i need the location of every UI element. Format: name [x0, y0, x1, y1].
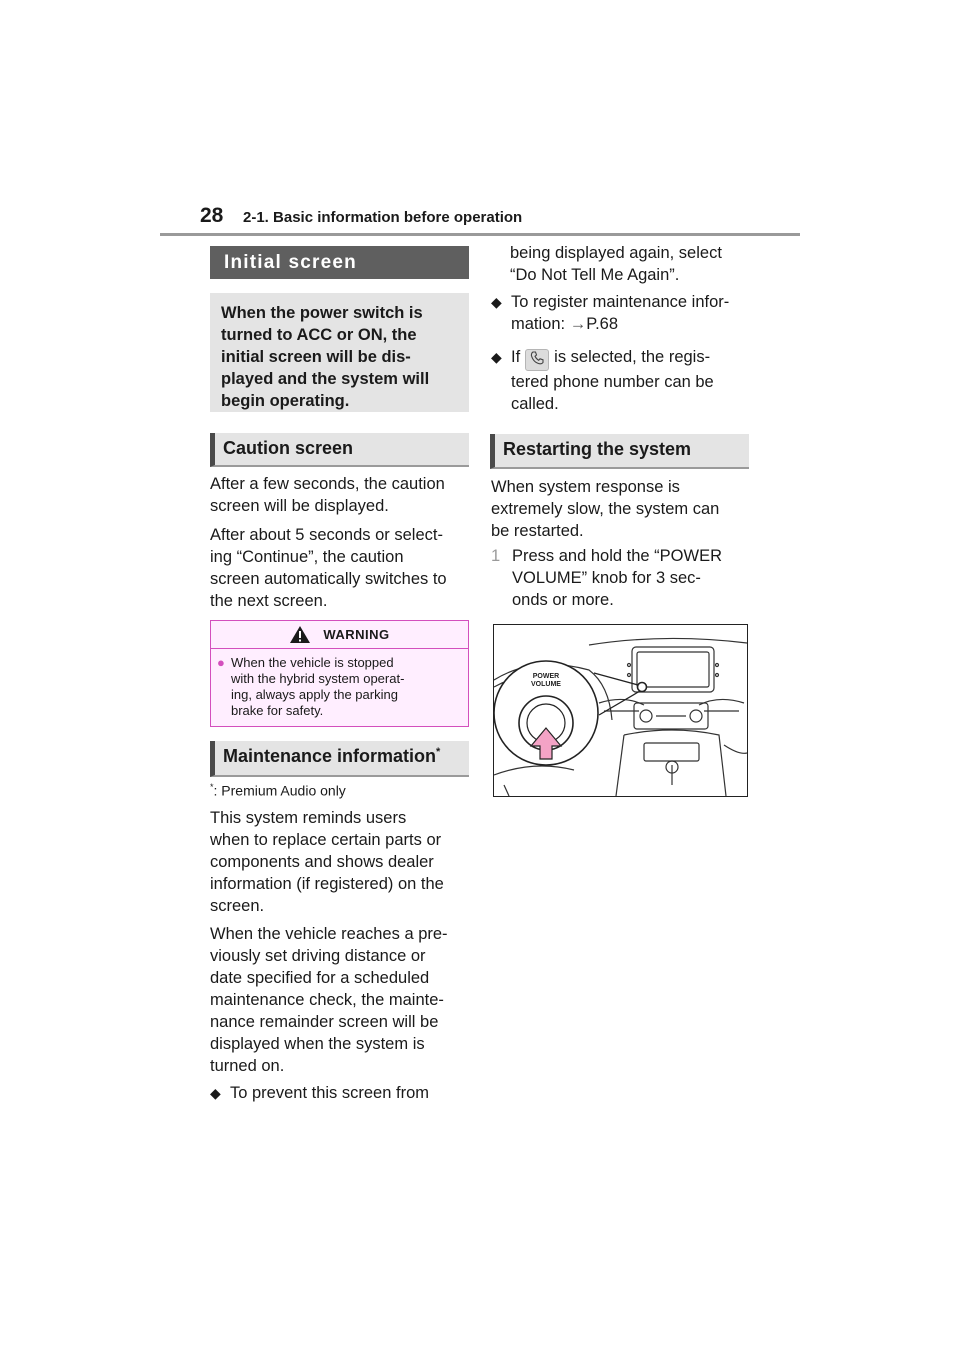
text-line: brake for safety.	[231, 703, 324, 718]
text-line	[511, 313, 729, 335]
text-line: extremely slow, the system can	[491, 500, 720, 518]
restart-paragraph	[491, 476, 753, 542]
text-line: When the vehicle reaches a pre-	[210, 925, 448, 943]
caution-paragraph-1	[210, 473, 472, 517]
phone-icon	[525, 349, 549, 371]
page-reference[interactable]: P.68	[586, 315, 619, 333]
bullet-diamond-icon: ◆	[491, 349, 502, 365]
bullet-diamond-icon: ◆	[210, 1085, 221, 1101]
text-segment: mation:	[511, 315, 570, 333]
page-number: 28	[200, 204, 224, 227]
text-line: be restarted.	[491, 522, 584, 540]
figure-label-power: POWER	[532, 673, 560, 680]
text-segment: is selected, the regis-	[554, 348, 711, 366]
warning-header	[211, 621, 468, 648]
text-line: called.	[511, 395, 559, 413]
text-line: information (if registered) on the	[210, 875, 444, 893]
summary-line: When the power switch is	[221, 304, 423, 322]
text-line: When system response is	[491, 478, 680, 496]
text-line: nance remainder screen will be	[210, 1013, 439, 1031]
summary-line: begin operating.	[221, 392, 350, 410]
text-line: ing “Continue”, the caution	[210, 548, 404, 566]
bullet-item	[491, 346, 753, 415]
text-line: tered phone number can be	[511, 373, 714, 391]
text-line: VOLUME” knob for 3 sec-	[512, 569, 701, 587]
maintenance-paragraph-2	[210, 923, 475, 1077]
footnote-text: : Premium Audio only	[213, 782, 346, 799]
bullet-continuation	[510, 242, 760, 286]
warning-bullet-icon: ●	[217, 655, 225, 670]
warning-box	[210, 620, 469, 727]
text-line: being displayed again, select	[510, 244, 722, 262]
text-line: displayed when the system is	[210, 1035, 425, 1053]
text-line: screen will be displayed.	[210, 497, 389, 515]
caution-paragraph-2	[210, 524, 472, 612]
text-line: This system reminds users	[210, 809, 407, 827]
text-line: When the vehicle is stopped	[231, 655, 394, 670]
text-line: onds or more.	[512, 591, 614, 609]
subsection-title-maintenance	[210, 741, 469, 777]
text-line: After about 5 seconds or select-	[210, 526, 443, 544]
bullet-item	[491, 291, 753, 335]
text-line: ing, always apply the parking	[231, 687, 398, 702]
text-segment: If	[511, 348, 521, 366]
text-line: turned on.	[210, 1057, 285, 1075]
text-line: viously set driving distance or	[210, 947, 426, 965]
summary-line: initial screen will be dis-	[221, 348, 411, 366]
text-line: when to replace certain parts or	[210, 831, 442, 849]
maintenance-paragraph-1	[210, 807, 475, 917]
text-line: components and shows dealer	[210, 853, 434, 871]
subsection-title-restarting: Restarting the system	[490, 434, 749, 469]
maintenance-title-text: Maintenance information	[223, 746, 437, 766]
bullet-item	[210, 1082, 475, 1104]
dashboard-illustration	[494, 625, 747, 796]
bullet-text: To prevent this screen from	[230, 1084, 429, 1102]
restart-step-1	[491, 545, 753, 611]
section-title-initial-screen: Initial screen	[210, 246, 469, 279]
initial-screen-summary	[210, 293, 469, 412]
running-header: 2-1. Basic information before operation	[243, 209, 523, 226]
warning-triangle-icon	[289, 625, 311, 644]
step-number: 1	[491, 547, 501, 565]
bullet-diamond-icon: ◆	[491, 294, 502, 310]
header-rule	[160, 233, 800, 236]
footnote	[210, 782, 346, 799]
dashboard-figure	[493, 624, 748, 797]
summary-line: turned to ACC or ON, the	[221, 326, 417, 344]
text-line: the next screen.	[210, 592, 328, 610]
page-ref-arrow-icon: →	[569, 315, 587, 333]
warning-label: WARNING	[323, 627, 390, 642]
warning-text	[231, 655, 404, 719]
text-line: “Do Not Tell Me Again”.	[510, 266, 680, 284]
text-line: screen automatically switches to	[210, 570, 447, 588]
text-line	[511, 346, 714, 371]
warning-item	[211, 649, 468, 719]
footnote-mark: *	[210, 782, 214, 792]
asterisk-mark: *	[436, 746, 441, 758]
text-line: Press and hold the “POWER	[512, 547, 723, 565]
text-line: To register maintenance infor-	[511, 293, 730, 311]
summary-line: played and the system will	[221, 370, 430, 388]
subsection-title-caution-screen: Caution screen	[210, 433, 469, 467]
figure-label-volume: VOLUME	[531, 681, 561, 688]
text-line: date specified for a scheduled	[210, 969, 430, 987]
text-line: screen.	[210, 897, 265, 915]
text-line: After a few seconds, the caution	[210, 475, 445, 493]
text-line: with the hybrid system operat-	[231, 671, 405, 686]
text-line: maintenance check, the mainte-	[210, 991, 444, 1009]
